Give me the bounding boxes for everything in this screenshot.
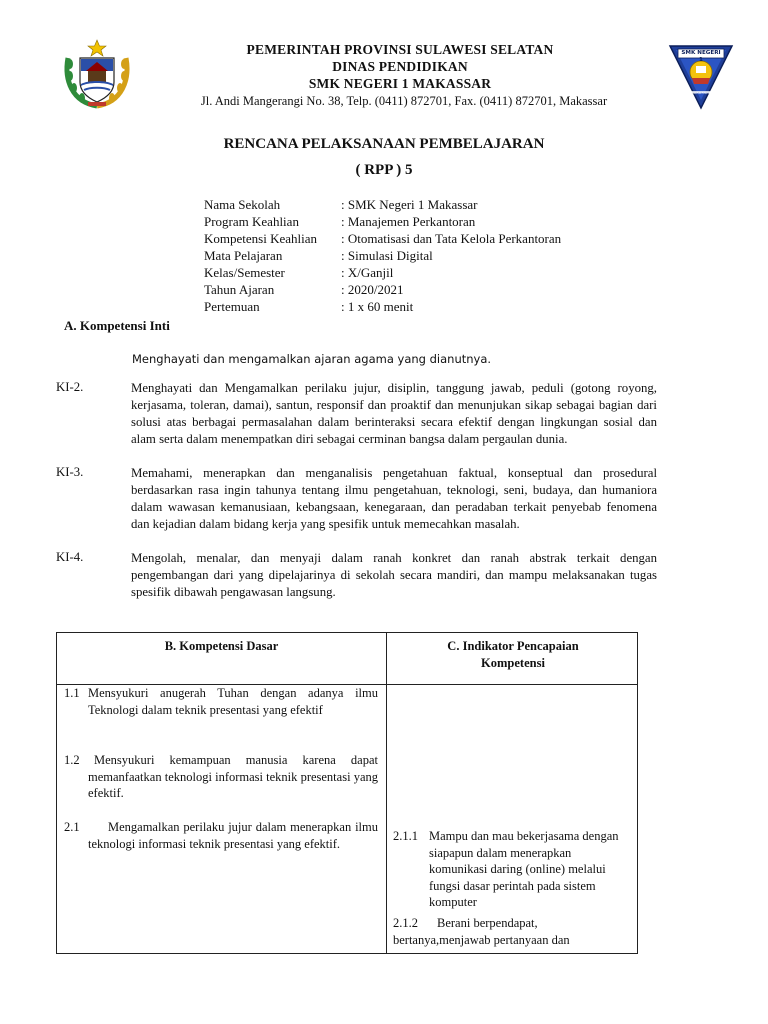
school-logo-subtext: MAKASSAR xyxy=(690,90,712,95)
identity-value: : X/Ganjil xyxy=(341,265,394,280)
header-school-name: SMK NEGERI 1 MAKASSAR xyxy=(308,76,492,91)
identity-label: Tahun Ajaran xyxy=(204,282,275,297)
competency-table xyxy=(56,632,638,954)
identity-value: : Otomatisasi dan Tata Kelola Perkantoran xyxy=(341,231,562,246)
identity-value: : 1 x 60 menit xyxy=(341,299,414,314)
indicator-text: Berani berpendapat, bertanya,menjawab pertanyaan dan xyxy=(393,916,570,947)
document-subtitle: ( RPP ) 5 xyxy=(355,162,413,178)
identity-row xyxy=(204,265,393,282)
document-title: RENCANA PELAKSANAAN PEMBELAJARAN xyxy=(223,136,545,152)
indicator-text: Mampu dan mau bekerjasama dengan siapapun dalam menerapkan komunikasi daring (online) melalui fungsi dasar perintah pada sistem komputer xyxy=(429,829,619,909)
table-header-kompetensi-dasar: B. Kompetensi Dasar xyxy=(164,639,279,653)
ki-text: Memahami, menerapkan dan menganalisis pengetahuan faktual, konseptual dan prosedural berdasarkan rasa ingin tahunya tentang ilmu pengetahuan, teknologi, seni, budaya, dan humaniora dalam wawasan kemanusiaan, kebangsaan, kenegaraan, dan peradaban terkait penyebab fenomena dan kejadian dalam bidang kerja yang spesifik untuk memecahkan masalah. xyxy=(131,466,657,531)
table-column-divider xyxy=(386,633,387,953)
ki-number: KI-4. xyxy=(56,550,84,564)
kd-text: Mensyukuri kemampuan manusia karena dapat memanfaatkan teknologi informasi teknik presentasi yang efektif. xyxy=(88,753,378,800)
ki-number: KI-2. xyxy=(56,380,84,394)
identity-row xyxy=(204,231,561,248)
identity-row xyxy=(204,282,403,299)
ki-text: Menghayati dan Mengamalkan perilaku jujur, disiplin, tanggung jawab, peduli (gotong royong, kerjasama, toleran, damai), santun, responsif dan proaktif dan menunjukan sikap sebagai bagian dari solusi atas berbagai permasalahan dalam berinteraksi secara efektif dengan lingkungan sosial dan alam serta dalam menempatkan diri sebagai cerminan bangsa dalam pergaulan dunia. xyxy=(131,381,657,446)
identity-row xyxy=(204,197,477,214)
identity-label: Kompetensi Keahlian xyxy=(204,231,317,246)
kd-number: 1.1 xyxy=(64,686,80,700)
ki-number: KI-3. xyxy=(56,465,84,479)
identity-value: : Simulasi Digital xyxy=(341,248,433,263)
kd-text: Mengamalkan perilaku jujur dalam menerapkan ilmu teknologi informasi teknik presentasi yang efektif. xyxy=(88,820,378,851)
identity-row xyxy=(204,248,433,265)
indicator-number: 2.1.1 xyxy=(393,829,418,843)
kd-number: 1.2 xyxy=(64,753,80,767)
table-header-indikator-2: Kompetensi xyxy=(481,656,545,670)
identity-row xyxy=(204,214,475,231)
school-logo xyxy=(668,42,734,110)
kd-number: 2.1 xyxy=(64,820,80,834)
identity-value: : Manajemen Perkantoran xyxy=(341,214,476,229)
identity-label: Mata Pelajaran xyxy=(204,248,283,263)
header-department: DINAS PENDIDIKAN xyxy=(332,59,468,74)
identity-value: : 2020/2021 xyxy=(341,282,404,297)
kd-text: Mensyukuri anugerah Tuhan dengan adanya ilmu Teknologi dalam teknik presentasi yang efektif xyxy=(88,686,378,717)
table-header-indikator: C. Indikator Pencapaian xyxy=(447,639,579,653)
indicator-number: 2.1.2 xyxy=(393,916,418,930)
ki-text: Mengolah, menalar, dan menyaji dalam ranah konkret dan ranah abstrak terkait dengan pengembangan dari yang dipelajarinya di sekolah secara mandiri, dan mampu melaksanakan tugas spesifik dibawah pengawasan langsung. xyxy=(131,551,657,599)
header-government: PEMERINTAH PROVINSI SULAWESI SELATAN xyxy=(246,42,554,57)
identity-label: Nama Sekolah xyxy=(204,197,281,212)
identity-value: : SMK Negeri 1 Makassar xyxy=(341,197,478,212)
identity-label: Kelas/Semester xyxy=(204,265,285,280)
identity-row xyxy=(204,299,413,316)
identity-label: Pertemuan xyxy=(204,299,260,314)
header-address: Jl. Andi Mangerangi No. 38, Telp. (0411) 872701, Fax. (0411) 872701, Makassar xyxy=(200,94,608,108)
school-logo-text: SMK NEGERI 1 xyxy=(681,50,721,63)
provincial-emblem-logo xyxy=(62,38,132,110)
identity-label: Program Keahlian xyxy=(204,214,299,229)
section-a-heading: A. Kompetensi Inti xyxy=(64,318,170,333)
ki-1-text: Menghayati dan mengamalkan ajaran agama yang dianutnya. xyxy=(132,352,492,366)
